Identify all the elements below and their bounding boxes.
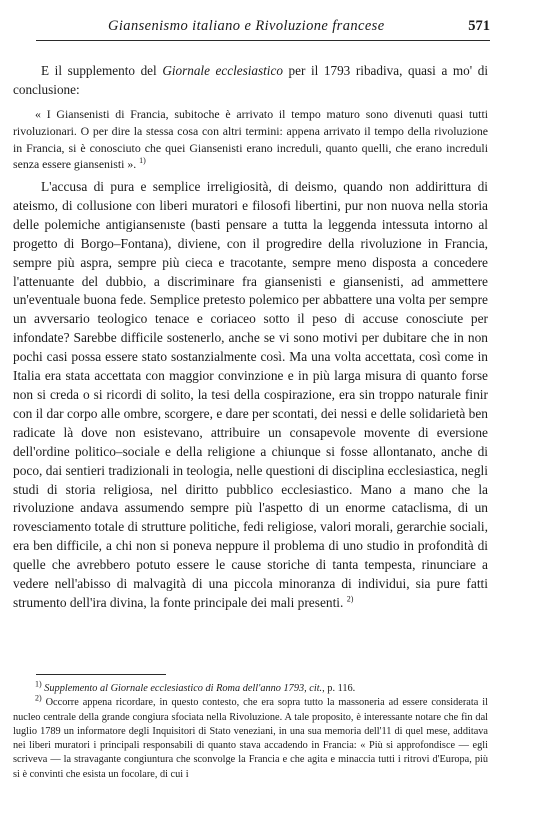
footnote-ref-1: 1): [139, 156, 146, 166]
intro-paragraph: [13, 62, 488, 99]
footnote-divider: [36, 674, 166, 675]
block-quote: [13, 106, 488, 173]
footnote-2-text: Occorre appena ricordare, in questo contesto, che era sopra tutto la massoneria ad essere considerata il nucleo centrale della grande congiura sfociata nella Rivoluzione. A tale proposito, è interessante notare che fin dal luglio 1789 un informatore degli Inquisitori di Stato veneziani, in una sua memoria dell'11 di quel mese, additava nei liberi muratori i principali responsabili di quanto stava accadendo in Francia: « Più si approfondisce — egli scriveva — la stravagante congiuntura che sconvolge la Francia e che agita e minaccia tutti i ritrovi d'Europa, più si è convinti che esista un focolare, di cui i: [13, 697, 488, 780]
quote-text: « I Giansenisti di Francia, subitoche è arrivato il tempo maturo sono divenuti quasi tutti rivoluzionari. O per dire la stessa cosa con altri termini: appena arrivato il tempo della rivoluzione in Francia, si è conosciuto che quei Giansenisti erano increduli, quanto quelli, che erano increduli senza essere giansenisti ».: [13, 107, 488, 172]
page-header: [36, 14, 490, 41]
main-paragraph: [13, 178, 488, 613]
journal-title: Giornale ecclesiastico: [162, 63, 283, 78]
footnote-1-rest: , p. 116.: [322, 683, 356, 694]
footnote-2: [13, 693, 488, 782]
footnote-1-title: Supplemento al Giornale ecclesiastico di Roma dell'anno 1793, cit.: [44, 683, 323, 694]
running-title: Giansenismo italiano e Rivoluzione francese: [108, 18, 385, 34]
footnote-2-marker: 2): [35, 693, 42, 703]
intro-text-after: per il 1793 ribadiva, quasi a mo' di conclusione:: [13, 63, 488, 97]
main-paragraph-text: L'accusa di pura e semplice irreligiosità, di deismo, quando non addirittura di ateismo, di collusione con liberi muratori e filosofi libertini, pur non nuova nella storia delle polemiche antigiansenıste (basti pensare a tutta la leggenda intessuta intorno al progetto di Borgo–Fontana), diviene, con il progredire della rivoluzione in Francia, sempre più aspra, sempre più cieca e tracotante, sempre meno disposta a concedere l'attenuante del dubbio, a discriminare fra giansenisti e giansenisti, ad ammettere un'eventuale buona fede. Semplice pretesto polemico per abbattere una volta per sempre un avversario teologico tenace e coriaceo sotto il peso di accuse conosciute per infondate? Sarebbe difficile sostenerlo, anche se vi sono motivi per dubitare che in non pochi casi possa essere stato sostanzialmente così. Ma una volta accettata, così come in Italia era stata accettata con maggior convinzione e in più larga misura di quanto forse non si creda o si ricordi di solito, la tesi della cospirazione, era sin troppo naturale finir con il dar corpo alle ombre, scorgere, e dare per scontati, dei nessi e delle solidarietà ben radicate là dove non esistevano, attribuire un consapevole movente di eversione dell'ordine politico–sociale e della religione a chiunque si fosse allontanato, anche di poco, dai sentieri tradizionali in teologia, nelle questioni di disciplina ecclesiastica, negli studi di storia religiosa, nel diritto pubblico ecclesiastico. Mano a mano che la rivoluzione andava assumendo sempre più l'aspetto di un enorme cataclisma, di un rovesciamento totale di strutture politiche, fedi religiose, valori morali, gerarchie sociali, era ben difficile, a chi non si poneva neppure il problema di uno studio in profondità di quelle che avrebbero potuto essere le cause storiche di tanta tempesta, rinunciare a vedere nell'abisso di malvagità di una piccola minoranza di individui, sia pure fatti strumento dell'ira divina, la fonte principale dei mali presenti.: [13, 179, 488, 610]
page-number: 571: [468, 18, 490, 34]
footnote-1: [13, 679, 488, 696]
footnotes: [13, 679, 488, 782]
intro-text-before: E il supplemento del: [41, 63, 163, 78]
footnote-1-marker: 1): [35, 679, 42, 689]
footnote-ref-2: 2): [346, 594, 354, 604]
